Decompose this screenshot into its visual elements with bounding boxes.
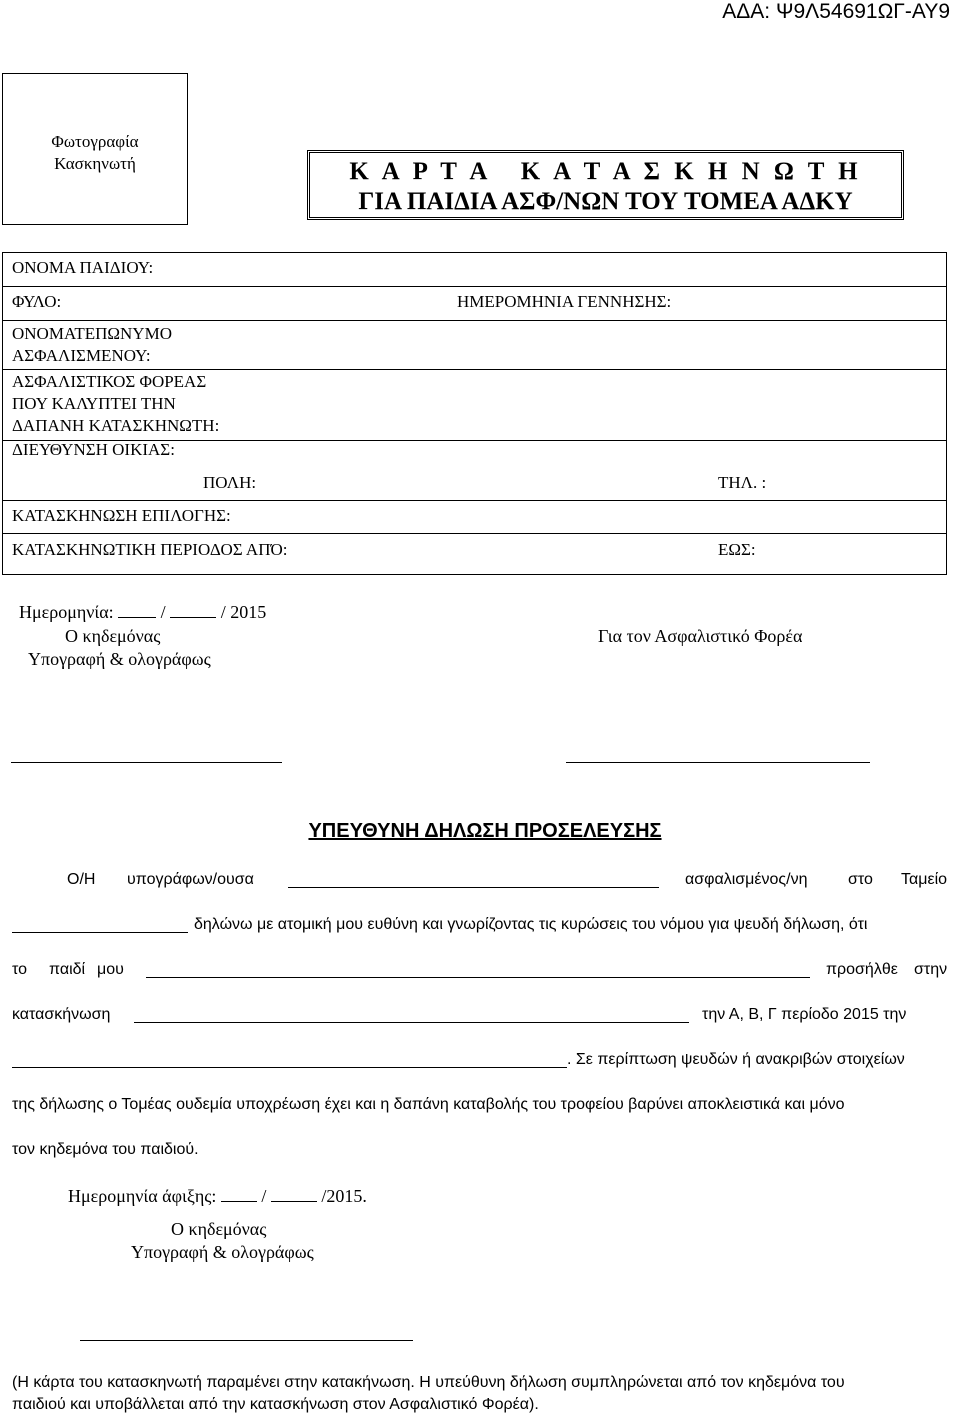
form-row-insured-name [3, 321, 946, 370]
photo-label-line2: Κασκηνωτή [54, 154, 136, 173]
photo-placeholder [2, 73, 188, 225]
arrival-month-blank[interactable] [271, 1187, 317, 1202]
decl-line1-b: υπογράφων/ουσα [127, 871, 254, 888]
card-title-line1: Κ Α Ρ Τ Α Κ Α Τ Α Σ Κ Η Ν Ω Τ Η [349, 158, 862, 185]
photo-label-line1: Φωτογραφία [51, 132, 139, 151]
insured-name-label-1: ΟΝΟΜΑΤΕΠΩΝΥΜΟ [12, 324, 172, 343]
insured-name-label-2: ΑΣΦΑΛΙΣΜΕΝΟΥ: [12, 346, 151, 365]
form-row-period [3, 534, 946, 574]
decl-line6: της δήλωσης ο Τομέας ουδεμία υποχρέωση έχει και η δαπάνη καταβολής του τροφείου βαρύνει αποκλειστικά και μόνο [12, 1096, 845, 1113]
decl-line1-c: ασφαλισμένος/νη [685, 871, 808, 888]
decl-guardian-sign-label: Υπογραφή & ολογράφως [131, 1242, 314, 1262]
arrival-day-blank[interactable] [221, 1187, 257, 1202]
decl-line3-b: παιδί [49, 961, 86, 978]
decl-guardian-label: Ο κηδεμόνας [171, 1219, 267, 1239]
camp-label: ΚΑΤΑΣΚΗΝΩΣΗ ΕΠΙΛΟΓΗΣ: [12, 506, 231, 525]
ada-code: ΑΔΑ: Ψ9Λ54691ΩΓ-ΑΥ9 [722, 0, 950, 23]
sex-label: ΦΥΛΟ: [12, 292, 62, 311]
decl-signature-line[interactable] [80, 1340, 413, 1341]
phone-label: ΤΗΛ. : [718, 473, 767, 492]
address-label: ΔΙΕΥΘΥΝΣΗ ΟΙΚΙΑΣ: [12, 440, 175, 459]
form-row-child-name [3, 253, 946, 287]
decl-line1-a: Ο/Η [67, 871, 96, 888]
child-name-label: ΟΝΟΜΑ ΠΑΙΔΙΟΥ: [12, 258, 154, 277]
decl-line2: δηλώνω με ατομική μου ευθύνη και γνωρίζοντας τις κυρώσεις του νόμου για ψευδή δήλωση, ότι [194, 916, 868, 933]
decl-line3-e: στην [914, 961, 948, 978]
city-label: ΠΟΛΗ: [203, 473, 257, 492]
fund-name-blank[interactable] [12, 932, 188, 933]
decl-line3-a: το [12, 961, 27, 978]
fund-label-2: ΠΟΥ ΚΑΛΥΠΤΕΙ ΤΗΝ [12, 394, 176, 413]
period-to-label: ΕΩΣ: [718, 540, 756, 559]
decl-line1-e: Ταμείο [901, 871, 948, 888]
form-row-camp [3, 501, 946, 534]
signature-date [19, 601, 266, 624]
arrival-date-separator: / [261, 1186, 267, 1206]
guardian-signature-line[interactable] [11, 762, 282, 763]
fund-label-1: ΑΣΦΑΛΙΣΤΙΚΟΣ ΦΟΡΕΑΣ [12, 372, 207, 391]
arrival-date-label: Ημερομηνία άφιξης: [68, 1186, 217, 1206]
form-row-fund [3, 370, 946, 441]
date-label: Ημερομηνία: [19, 602, 114, 622]
date-separator: / [160, 602, 166, 622]
date-day-blank[interactable] [118, 603, 156, 618]
decl-line4-b: την Α, Β, Γ περίοδο 2015 την [702, 1006, 907, 1023]
fund-label-3: ΔΑΠΑΝΗ ΚΑΤΑΣΚΗΝΩΤΗ: [12, 416, 220, 435]
decl-line4-a: κατασκήνωση [12, 1006, 111, 1023]
photo-label [3, 131, 187, 175]
decl-line1-d: στο [848, 871, 873, 888]
decl-line5: . Σε περίπτωση ψευδών ή ανακριβών στοιχείων [567, 1051, 905, 1068]
footnote-line2: παιδιού και υποβάλλεται από την κατασκήνωση στον Ασφαλιστικό Φορέα). [12, 1396, 539, 1413]
fund-signature-label: Για τον Ασφαλιστικό Φορέα [598, 626, 803, 646]
arrival-detail-blank[interactable] [12, 1067, 567, 1068]
guardian-sign-label: Υπογραφή & ολογράφως [28, 649, 211, 669]
form-row-address [3, 441, 946, 501]
date-month-blank[interactable] [170, 603, 216, 618]
child-name-blank[interactable] [146, 977, 810, 978]
period-from-label: ΚΑΤΑΣΚΗΝΩΤΙΚΗ ΠΕΡΙΟΔΟΣ ΑΠΌ: [12, 540, 288, 559]
guardian-label: Ο κηδεμόνας [65, 626, 161, 646]
decl-line7: τον κηδεμόνα του παιδιού. [12, 1141, 199, 1158]
birth-date-label: ΗΜΕΡΟΜΗΝΙΑ ΓΕΝΝΗΣΗΣ: [457, 292, 672, 311]
footnote-line1: (Η κάρτα του κατασκηνωτή παραμένει στην κατακήνωση. Η υπεύθυνη δήλωση συμπληρώνεται από τον κηδεμόνα του [12, 1374, 845, 1391]
camper-info-form [2, 252, 947, 575]
date-year: / 2015 [220, 602, 267, 622]
form-row-sex-birth [3, 287, 946, 321]
declaration-title: ΥΠΕΥΘΥΝΗ ΔΗΛΩΣΗ ΠΡΟΣΕΛΕΥΣΗΣ [308, 820, 662, 842]
card-title-line2: ΓΙΑ ΠΑΙΔΙΑ ΑΣΦ/ΝΩΝ ΤΟΥ ΤΟΜΕΑ ΑΔΚΥ [358, 188, 853, 215]
fund-signature-line[interactable] [566, 762, 870, 763]
arrival-date [68, 1185, 367, 1208]
decl-line3-d: προσήλθε [826, 961, 898, 978]
insured-name-blank[interactable] [288, 887, 659, 888]
camp-name-blank[interactable] [134, 1022, 689, 1023]
arrival-date-year: /2015. [321, 1186, 367, 1206]
decl-line3-c: μου [97, 961, 124, 978]
card-title [307, 150, 904, 220]
